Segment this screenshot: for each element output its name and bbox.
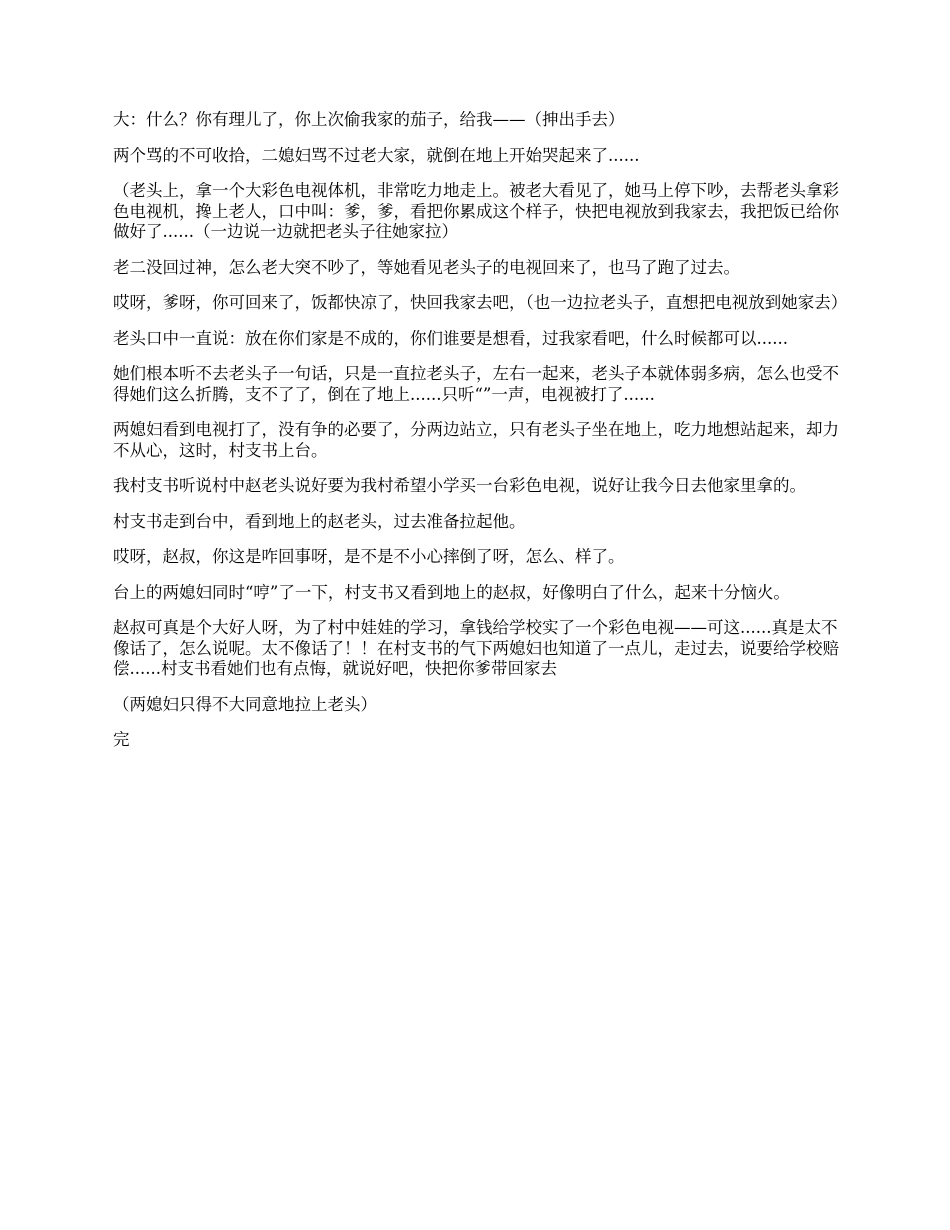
paragraph-8: 两媳妇看到电视打了，没有争的必要了，分两边站立，只有老头子坐在地上，吃力地想站起来，却力不从心，这时，村支书上台。 <box>113 420 839 460</box>
paragraph-13: 赵叔可真是个大好人呀，为了村中娃娃的学习，拿钱给学校实了一个彩色电视——可这......真是太不像话了，怎么说呢。太不像话了！！在村支书的气下两媳妇也知道了一点儿，走过去，说要给学校赔偿......村支书看她们也有点悔，就说好吧，快把你爹带回家去 <box>113 618 839 678</box>
paragraph-1: 大：什么？你有理儿了，你上次偷我家的茄子，给我——（抻出手去） <box>113 110 625 129</box>
paragraph-12: 台上的两媳妇同时“哼”了一下，村支书又看到地上的赵叔，好像明白了什么，起来十分恼火。 <box>113 582 790 602</box>
paragraph-9: 我村支书听说村中赵老头说好要为我村希望小学买一台彩色电视，说好让我今日去他家里拿的。 <box>113 476 806 495</box>
paragraph-14: （两媳妇只得不大同意地拉上老头） <box>113 694 377 714</box>
paragraph-15-end-mark: 完 <box>113 730 130 749</box>
paragraph-10: 村支书走到台中，看到地上的赵老头，过去准备拉起他。 <box>113 511 526 531</box>
paragraph-3: （老头上，拿一个大彩色电视体机，非常吃力地走上。被老大看见了，她马上停下吵，去帮老头拿彩色电视机，搀上老人，口中叫：爹，爹，看把你累成这个样子，快把电视放到我家去，我把饭已给你做好了......（一边说一边就把老头子往她家拉） <box>113 181 839 241</box>
paragraph-5: 哎呀，爹呀，你可回来了，饭都快凉了，快回我家去吧，（也一边拉老头子，直想把电视放到她家去） <box>113 293 848 312</box>
paragraph-2: 两个骂的不可收拾，二媳妇骂不过老大家，就倒在地上开始哭起来了...... <box>113 145 640 165</box>
paragraph-6: 老头口中一直说：放在你们家是不成的，你们谁要是想看，过我家看吧，什么时候都可以...... <box>113 328 788 348</box>
paragraph-11: 哎呀，赵叔，你这是咋回事呀，是不是不小心摔倒了呀，怎么、样了。 <box>113 547 625 566</box>
paragraph-4: 老二没回过神，怎么老大突不吵了，等她看见老头子的电视回来了，也马了跑了过去。 <box>113 257 740 277</box>
document-body <box>113 110 848 766</box>
paragraph-7: 她们根本听不去老头子一句话，只是一直拉老头子，左右一起来，老头子本就体弱多病，怎么也受不得她们这么折腾，支不了了，倒在了地上......只听“”一声，电视被打了...... <box>113 364 839 404</box>
